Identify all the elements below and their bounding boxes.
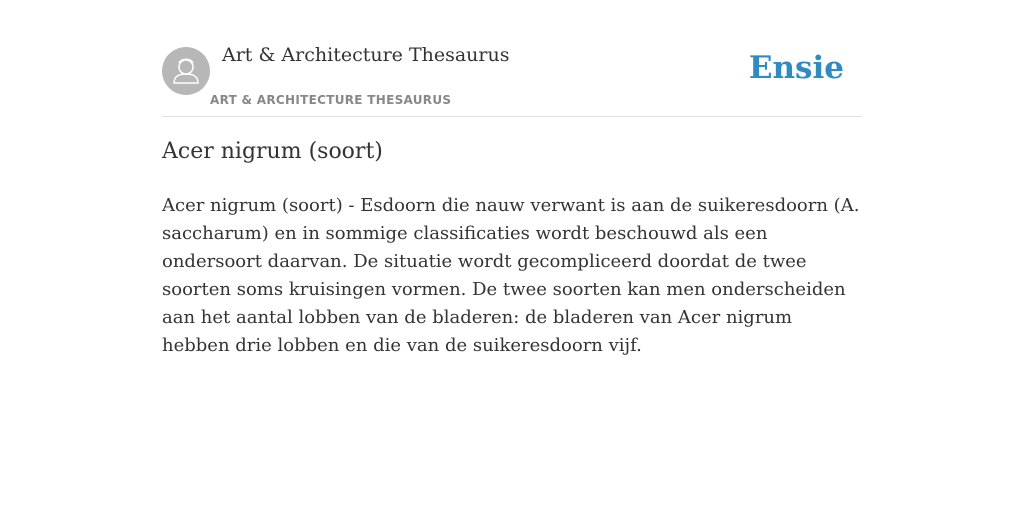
user-silhouette-icon [162,47,210,95]
avatar[interactable] [162,47,210,95]
entry-title: Acer nigrum (soort) [162,139,383,164]
brand-logo[interactable]: Ensie [748,50,844,86]
source-title-link[interactable]: Art & Architecture Thesaurus [222,44,510,66]
header [162,0,862,117]
entry-body: Acer nigrum (soort) - Esdoorn die nauw verwant is aan de suikeresdoorn (A. saccharum) en in sommige classificaties wordt beschouwd als een ondersoort daarvan. De situatie wordt gecompliceerd doordat de twee soorten soms kruisingen vormen. De twee soorten kan men onderscheiden aan het aantal lobben van de bladeren: de bladeren van Acer nigrum hebben drie lobben en die van de suikeresdoorn vijf. [162,195,860,356]
source-subtitle: ART & ARCHITECTURE THESAURUS [210,93,452,107]
